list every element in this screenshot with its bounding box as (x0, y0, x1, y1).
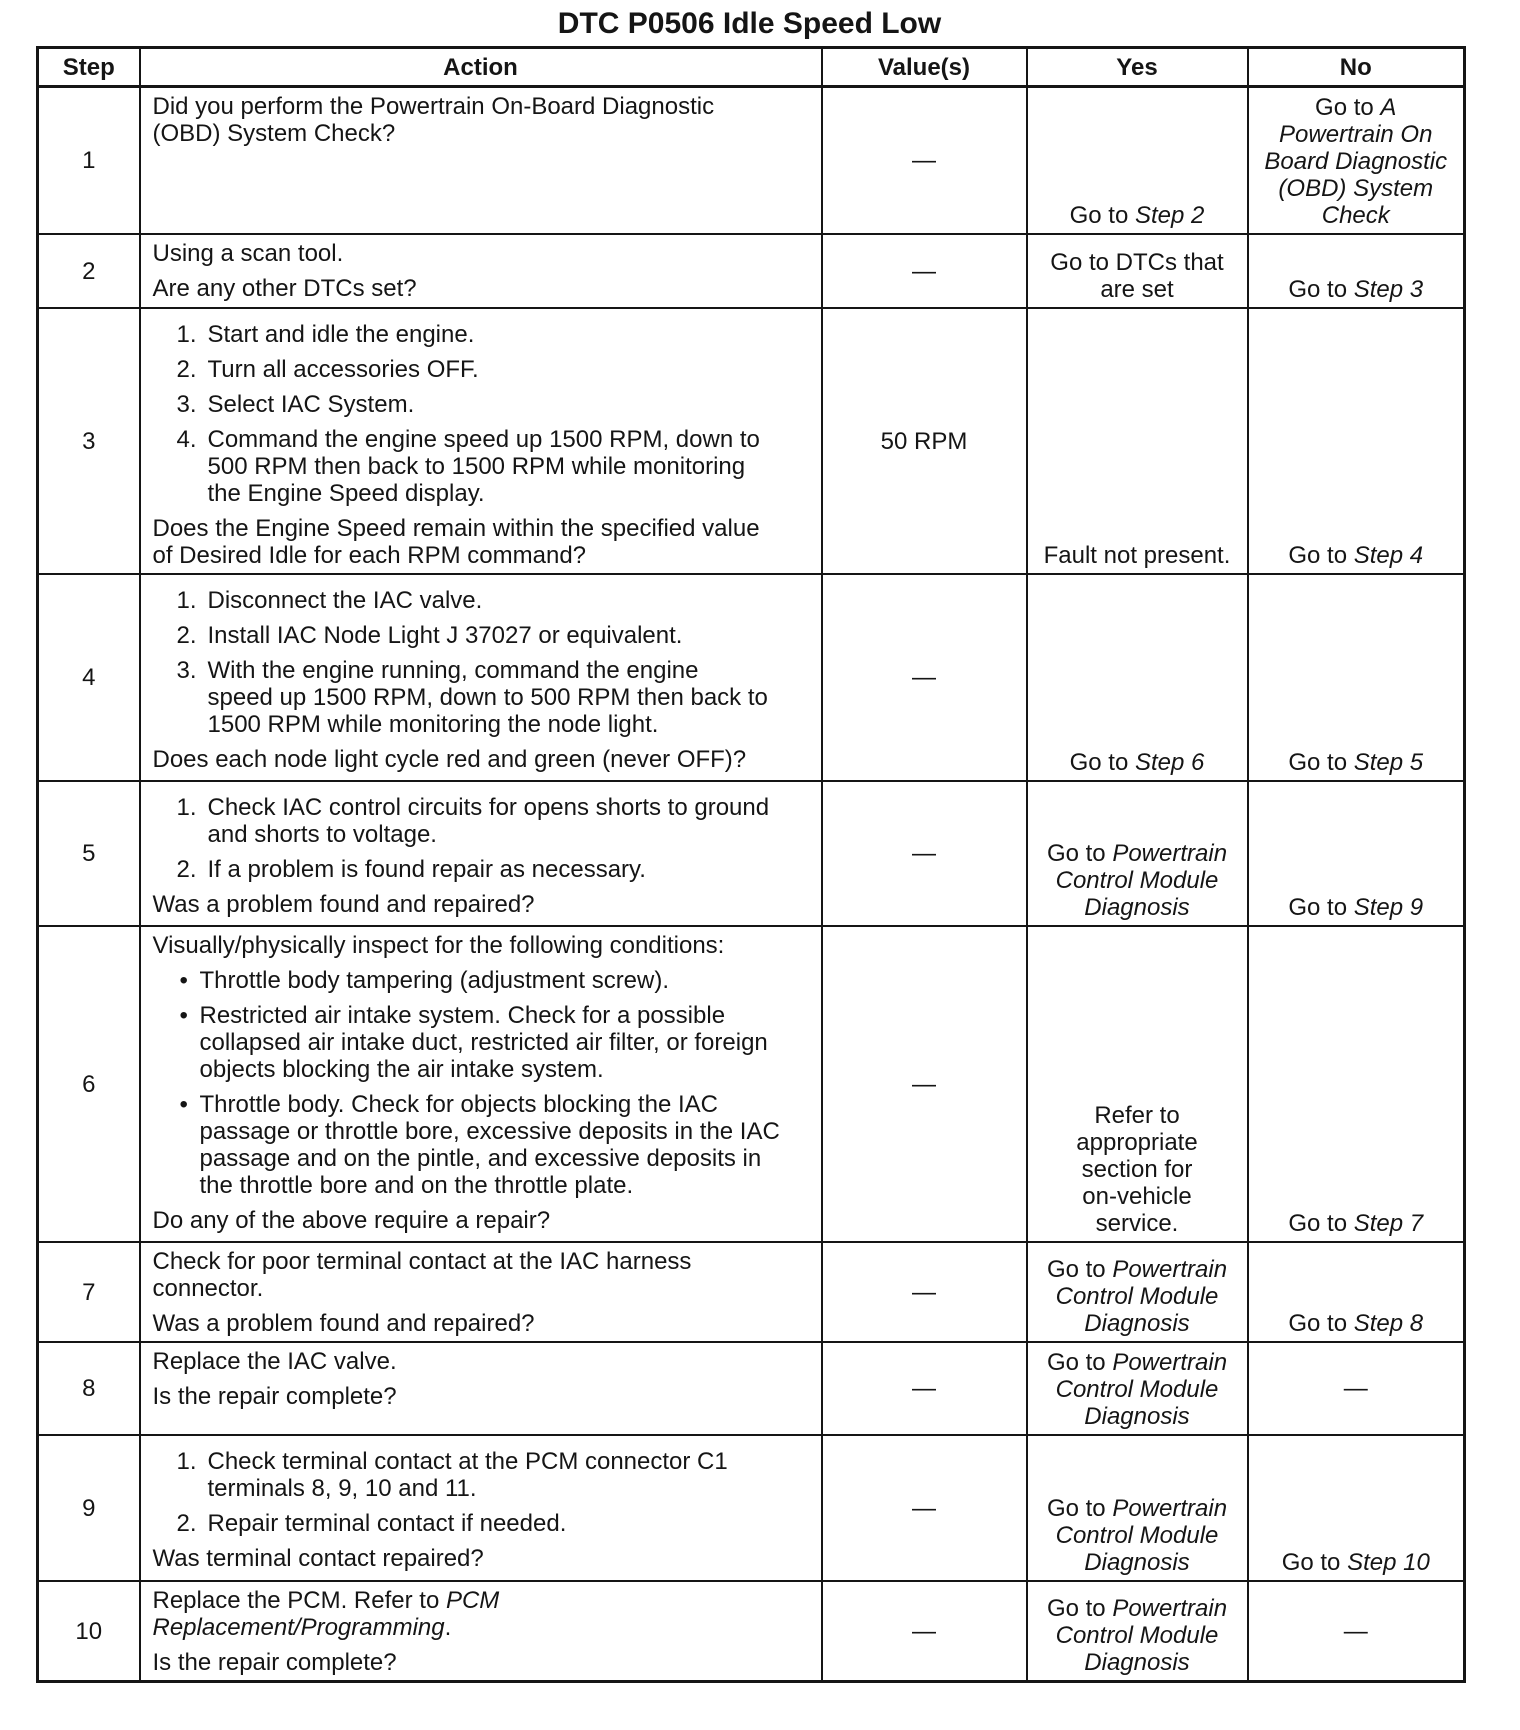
step-number: 1 (82, 147, 96, 175)
value-cell (822, 1435, 1027, 1581)
yes-cell (1027, 87, 1248, 234)
yes-cell (1027, 926, 1248, 1242)
condition-item (153, 967, 813, 994)
yes-content (1036, 202, 1239, 229)
header-values: Value(s) (822, 48, 1027, 87)
question-text: Does each node light cycle red and green (never OFF)? (152, 745, 747, 773)
item-number: 3. (176, 390, 197, 418)
no-text: Go to (1281, 1548, 1348, 1576)
procedure-item (153, 657, 813, 738)
item-number: 4. (176, 425, 197, 453)
value-text: — (912, 1494, 936, 1522)
yes-text: Go to (1069, 201, 1135, 229)
instruction-lead: Replace the PCM. Refer to (152, 1586, 446, 1614)
item-text: Check terminal contact at the PCM connector C1 terminals 8, 9, 10 and 11. (207, 1447, 728, 1502)
item-text: Command the engine speed up 1500 RPM, down to 500 RPM then back to 1500 RPM while monitoring the Engine Speed display. (207, 425, 760, 507)
table-row (38, 1342, 1465, 1435)
yes-content (1036, 542, 1239, 569)
step-number: 6 (82, 1070, 96, 1098)
no-reference: Step 5 (1353, 748, 1424, 776)
yes-reference: Powertrain Control Module Diagnosis (1055, 1494, 1228, 1576)
value-text: — (912, 1278, 936, 1306)
yes-text: Go to (1046, 1255, 1113, 1283)
item-text: Select IAC System. (207, 390, 415, 418)
yes-cell (1027, 308, 1248, 574)
step-cell (38, 308, 140, 574)
no-text: Go to (1288, 1309, 1354, 1337)
no-content (1257, 542, 1456, 569)
item-number: 1. (176, 793, 197, 821)
yes-content (1036, 1595, 1239, 1676)
step-cell (38, 87, 140, 234)
yes-cell (1027, 1581, 1248, 1682)
value-text: — (912, 1070, 936, 1098)
question-text: Does the Engine Speed remain within the specified value of Desired Idle for each RPM command? (152, 514, 760, 569)
yes-content (1036, 1495, 1239, 1576)
procedure-item (153, 587, 813, 614)
item-number: 1. (176, 320, 197, 348)
condition-text: Restricted air intake system. Check for a possible collapsed air intake duct, restricted air filter, or foreign objects blocking the air intake system. (199, 1001, 768, 1083)
instruction-text: Visually/physically inspect for the following conditions: (152, 931, 725, 959)
no-cell (1248, 1342, 1465, 1435)
item-text: Check IAC control circuits for opens shorts to ground and shorts to voltage. (207, 793, 770, 848)
question-text: Was a problem found and repaired? (152, 890, 535, 918)
no-cell (1248, 781, 1465, 926)
no-cell (1248, 1581, 1465, 1682)
no-cell (1248, 926, 1465, 1242)
value-text: — (912, 1617, 936, 1645)
table-row (38, 926, 1465, 1242)
no-reference: A Powertrain On Board Diagnostic (OBD) System Check (1264, 93, 1448, 229)
instruction-text: Replace the IAC valve. (152, 1347, 397, 1375)
procedure-item (153, 391, 813, 418)
question-text: Did you perform the Powertrain On-Board Diagnostic (OBD) System Check? (152, 93, 715, 147)
step-number: 9 (82, 1494, 96, 1522)
yes-content (1036, 1102, 1239, 1237)
value-cell (822, 1242, 1027, 1342)
no-cell (1248, 234, 1465, 308)
no-content (1257, 1210, 1456, 1237)
item-number: 2. (176, 855, 197, 883)
value-cell (822, 574, 1027, 781)
action-cell (140, 1342, 822, 1435)
step-number: 3 (82, 427, 96, 455)
table-row (38, 1435, 1465, 1581)
no-cell (1248, 574, 1465, 781)
procedure-item (153, 1448, 813, 1502)
yes-reference: Step 2 (1134, 201, 1205, 229)
no-text: Go to (1288, 541, 1354, 569)
procedure-item (153, 356, 813, 383)
step-cell (38, 1435, 140, 1581)
yes-reference: Powertrain Control Module Diagnosis (1055, 1594, 1228, 1676)
no-content (1257, 94, 1456, 229)
step-number: 5 (82, 840, 96, 867)
action-cell (140, 234, 822, 308)
item-number: 1. (176, 1447, 197, 1475)
yes-cell (1027, 1342, 1248, 1435)
condition-item (153, 1002, 813, 1083)
action-cell (140, 308, 822, 574)
yes-text: Go to (1046, 1348, 1113, 1376)
value-text: — (912, 147, 936, 175)
question-text: Was terminal contact repaired? (152, 1544, 484, 1572)
no-cell (1248, 1242, 1465, 1342)
question-text: Are any other DTCs set? (152, 274, 417, 302)
value-cell (822, 234, 1027, 308)
action-cell (140, 1242, 822, 1342)
item-text: With the engine running, command the engine speed up 1500 RPM, down to 500 RPM then back to 1500 RPM while monitoring the node light. (207, 656, 768, 738)
no-cell (1248, 308, 1465, 574)
no-text: Go to (1288, 748, 1354, 776)
item-text: Disconnect the IAC valve. (207, 586, 483, 614)
item-number: 1. (176, 586, 197, 614)
procedure-item (153, 856, 813, 883)
header-action: Action (140, 48, 822, 87)
no-content (1257, 894, 1456, 921)
item-text: Repair terminal contact if needed. (207, 1509, 567, 1537)
yes-content (1036, 1349, 1239, 1430)
procedure-list (153, 794, 813, 883)
yes-content (1036, 249, 1239, 303)
value-text: — (912, 1375, 936, 1402)
no-reference: Step 7 (1353, 1209, 1424, 1237)
table-row (38, 234, 1465, 308)
action-cell (140, 87, 822, 234)
instruction-end: . (444, 1613, 452, 1641)
step-cell (38, 781, 140, 926)
step-cell (38, 926, 140, 1242)
instruction-text: Check for poor terminal contact at the IAC harness connector. (152, 1247, 692, 1302)
step-number: 4 (82, 664, 96, 691)
instruction-text (153, 1587, 813, 1641)
action-cell (140, 1581, 822, 1682)
item-number: 2. (176, 1509, 197, 1537)
no-reference: Step 3 (1353, 275, 1424, 303)
procedure-item (153, 426, 813, 507)
item-number: 3. (176, 656, 197, 684)
value-cell (822, 1581, 1027, 1682)
question-text: Was a problem found and repaired? (152, 1309, 535, 1337)
yes-cell (1027, 1435, 1248, 1581)
no-text: Go to (1288, 1209, 1354, 1237)
instruction-reference: PCM Replacement/Programming (152, 1586, 500, 1641)
condition-item (153, 1091, 813, 1199)
no-text: Go to (1288, 893, 1354, 921)
table-row (38, 781, 1465, 926)
item-text: Turn all accessories OFF. (207, 355, 479, 383)
condition-text: Throttle body tampering (adjustment screw). (199, 966, 670, 994)
step-number: 2 (82, 257, 96, 285)
value-cell (822, 308, 1027, 574)
value-cell (822, 1342, 1027, 1435)
no-content (1257, 1375, 1456, 1402)
value-text: 50 RPM (880, 427, 968, 455)
procedure-list (153, 587, 813, 738)
no-text: — (1343, 1375, 1368, 1402)
yes-text: Fault not present. (1043, 541, 1231, 569)
item-text: Start and idle the engine. (207, 320, 475, 348)
header-row (38, 48, 1465, 87)
action-cell (140, 574, 822, 781)
table-row (38, 1242, 1465, 1342)
yes-text: Refer to appropriate section for on-vehicle service. (1076, 1101, 1198, 1237)
question-text: Is the repair complete? (152, 1382, 397, 1410)
yes-text: Go to (1046, 1594, 1113, 1622)
no-reference: Step 10 (1347, 1548, 1430, 1576)
table-row (38, 574, 1465, 781)
yes-text: Go to (1069, 748, 1135, 776)
diagnostic-table (36, 46, 1466, 1683)
instruction-text: Using a scan tool. (152, 239, 344, 267)
no-reference: Step 8 (1353, 1309, 1424, 1337)
procedure-item (153, 1510, 813, 1537)
no-text: — (1343, 1617, 1368, 1645)
value-cell (822, 87, 1027, 234)
step-cell (38, 1581, 140, 1682)
yes-reference: Step 6 (1134, 748, 1205, 776)
value-text: — (912, 664, 936, 691)
step-number: 10 (75, 1617, 103, 1645)
no-reference: Step 9 (1353, 893, 1424, 921)
no-reference: Step 4 (1353, 541, 1424, 569)
action-cell (140, 1435, 822, 1581)
yes-cell (1027, 781, 1248, 926)
no-cell (1248, 87, 1465, 234)
step-cell (38, 234, 140, 308)
yes-content (1036, 749, 1239, 776)
yes-text: Go to DTCs that are set (1050, 248, 1224, 303)
header-step: Step (38, 48, 140, 87)
procedure-item (153, 794, 813, 848)
no-content (1257, 749, 1456, 776)
question-text: Do any of the above require a repair? (152, 1206, 551, 1234)
table-row (38, 308, 1465, 574)
yes-cell (1027, 234, 1248, 308)
procedure-item (153, 622, 813, 649)
yes-content (1036, 1256, 1239, 1337)
step-number: 8 (82, 1375, 96, 1402)
yes-reference: Powertrain Control Module Diagnosis (1055, 839, 1228, 921)
no-text: Go to (1288, 275, 1354, 303)
no-content (1257, 1618, 1456, 1645)
procedure-list (153, 1448, 813, 1537)
yes-text: Go to (1046, 839, 1113, 867)
no-text: Go to (1315, 93, 1381, 121)
bullet-icon (180, 1002, 188, 1029)
item-number: 2. (176, 355, 197, 383)
value-text: — (912, 257, 936, 285)
header-no: No (1248, 48, 1465, 87)
step-number: 7 (82, 1278, 96, 1306)
no-cell (1248, 1435, 1465, 1581)
step-cell (38, 1342, 140, 1435)
value-cell (822, 926, 1027, 1242)
item-text: Install IAC Node Light J 37027 or equivalent. (207, 621, 683, 649)
bullet-icon (180, 967, 188, 994)
page-title: DTC P0506 Idle Speed Low (557, 7, 942, 40)
yes-reference: Powertrain Control Module Diagnosis (1055, 1255, 1228, 1337)
header-yes: Yes (1027, 48, 1248, 87)
bullet-icon (180, 1091, 188, 1118)
procedure-item (153, 321, 813, 348)
yes-cell (1027, 1242, 1248, 1342)
no-content (1257, 1549, 1456, 1576)
item-number: 2. (176, 621, 197, 649)
yes-text: Go to (1046, 1494, 1113, 1522)
condition-list (153, 967, 813, 1199)
yes-reference: Powertrain Control Module Diagnosis (1055, 1348, 1228, 1430)
value-text: — (912, 840, 936, 867)
action-cell (140, 781, 822, 926)
condition-text: Throttle body. Check for objects blocking the IAC passage or throttle bore, excessive deposits in the IAC passage and on the pintle, and excessive deposits in the throttle bore and on the throttle plate. (199, 1090, 780, 1199)
procedure-list (153, 321, 813, 507)
no-content (1257, 1310, 1456, 1337)
yes-content (1036, 840, 1239, 921)
action-cell (140, 926, 822, 1242)
yes-cell (1027, 574, 1248, 781)
question-text: Is the repair complete? (152, 1648, 397, 1676)
item-text: If a problem is found repair as necessary. (207, 855, 646, 883)
step-cell (38, 574, 140, 781)
table-row (38, 1581, 1465, 1682)
no-content (1257, 276, 1456, 303)
step-cell (38, 1242, 140, 1342)
table-row (38, 87, 1465, 234)
value-cell (822, 781, 1027, 926)
